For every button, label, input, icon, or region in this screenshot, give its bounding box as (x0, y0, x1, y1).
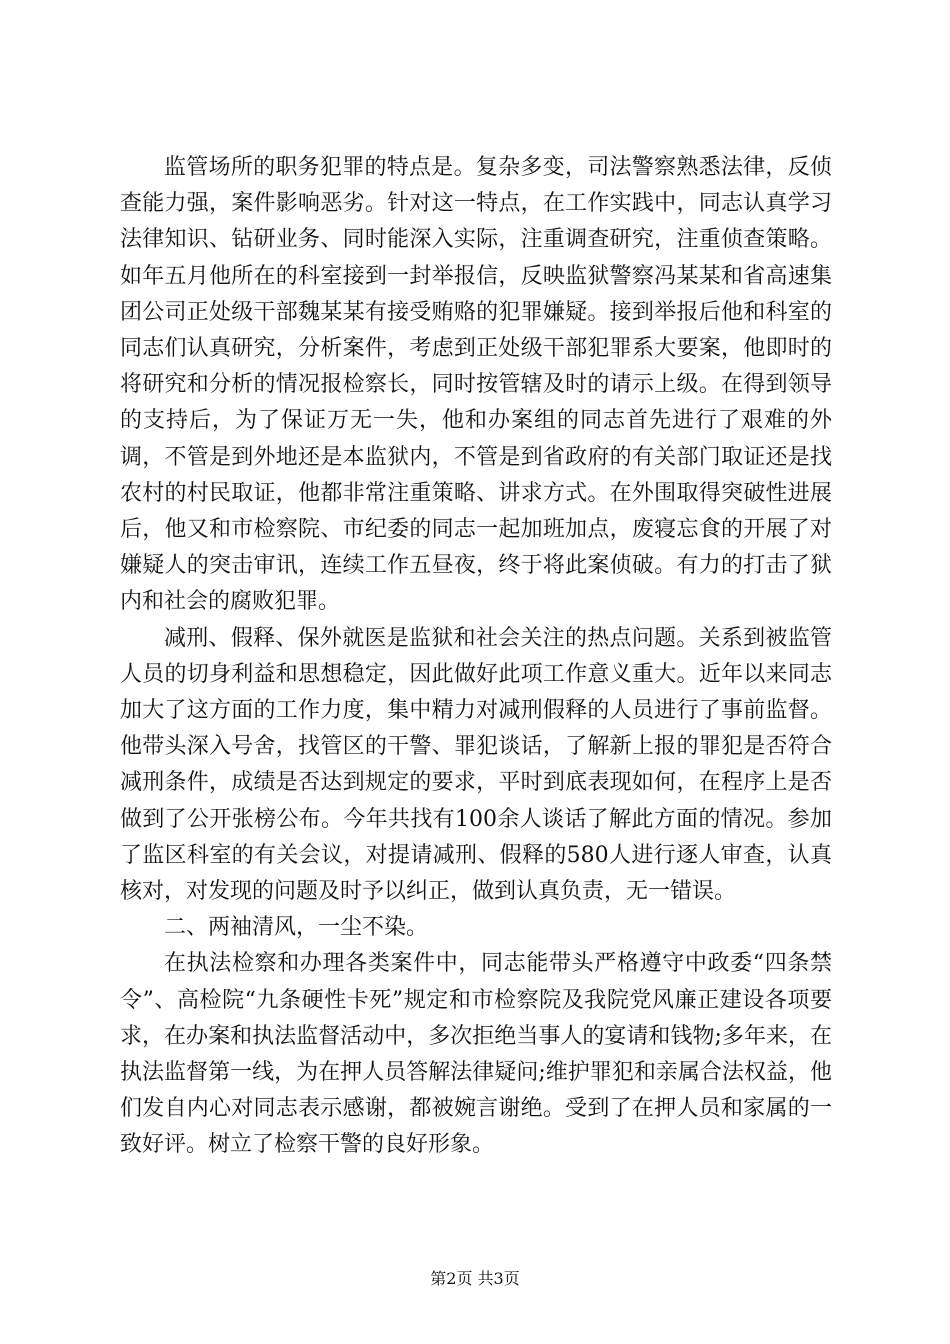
paragraph-commutation-parole: 减刑、假释、保外就医是监狱和社会关注的热点问题。关系到被监管人员的切身利益和思想稳定，因此做好此项工作意义重大。近年以来同志加大了这方面的工作力度，集中精力对减刑假释的人员进行了事前监督。他带头深入号舍，找管区的干警、罪犯谈话，了解新上报的罪犯是否符合减刑条件，成绩是否达到规定的要求，平时到底表现如何，在程序上是否做到了公开张榜公布。今年共找有100余人谈话了解此方面的情况。参加了监区科室的有关会议，对提请减刑、假释的580人进行逐人审查，认真核对，对发现的问题及时予以纠正，做到认真负责，无一错误。 (120, 625, 832, 905)
document-body (120, 150, 832, 1164)
paragraph-supervision-crimes: 监管场所的职务犯罪的特点是。复杂多变，司法警察熟悉法律，反侦查能力强，案件影响恶劣。针对这一特点，在工作实践中，同志认真学习法律知识、钻研业务、同时能深入实际，注重调查研究，注重侦查策略。如年五月他所在的科室接到一封举报信，反映监狱警察冯某某和省高速集团公司正处级干部魏某某有接受贿赂的犯罪嫌疑。接到举报后他和科室的同志们认真研究，分析案件，考虑到正处级干部犯罪系大要案，他即时的将研究和分析的情况报检察长，同时按管辖及时的请示上级。在得到领导的支持后，为了保证万无一失，他和办案组的同志首先进行了艰难的外调，不管是到外地还是本监狱内，不管是到省政府的有关部门取证还是找农村的村民取证，他都非常注重策略、讲求方式。在外围取得突破性进展后，他又和市检察院、市纪委的同志一起加班加点，废寝忘食的开展了对嫌疑人的突击审讯，连续工作五昼夜，终于将此案侦破。有力的打击了狱内和社会的腐败犯罪。 (120, 155, 832, 615)
section-heading-integrity: 二、两袖清风，一尘不染。 (164, 915, 429, 941)
paragraph-law-enforcement: 在执法检察和办理各类案件中，同志能带头严格遵守中政委“四条禁令”、高检院“九条硬性卡死”规定和市检察院及我院党风廉正建设各项要求，在办案和执法监督活动中，多次拒绝当事人的宴请和钱物;多年来，在执法监督第一线，为在押人员答解法律疑问;维护罪犯和亲属合法权益，他们发自内心对同志表示感谢，都被婉言谢绝。受到了在押人员和家属的一致好评。树立了检察干警的良好形象。 (120, 951, 832, 1158)
page-number-label: 第2页 共3页 (430, 1269, 520, 1288)
page-footer (0, 1268, 950, 1290)
